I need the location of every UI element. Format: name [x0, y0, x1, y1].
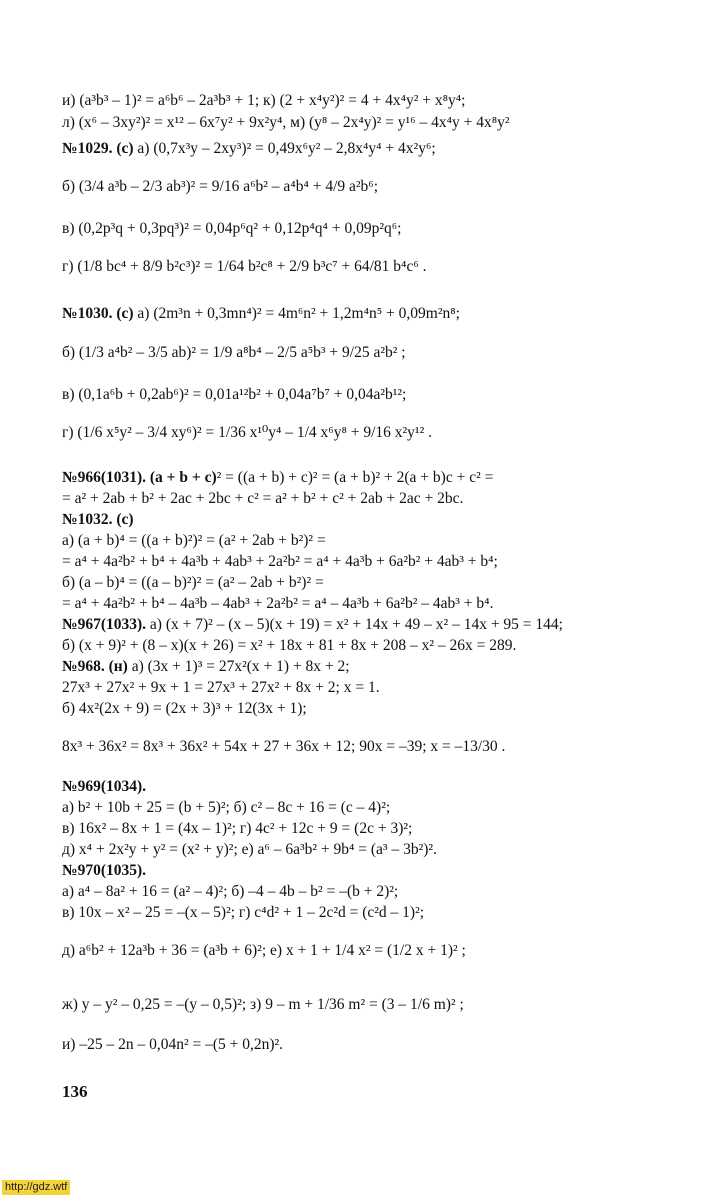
problem-967-heading: №967(1033). а) (x + 7)² – (x – 5)(x + 19) = x² + 14x + 49 – x² – 14x + 95 = 144;: [62, 616, 563, 633]
text-line: и) (a³b³ – 1)² = a⁶b⁶ – 2a³b³ + 1; к) (2 + x⁴y²)² = 4 + 4x⁴y² + x⁸y⁴;: [62, 92, 466, 109]
text-line: г) (1/8 bc⁴ + 8/9 b²c³)² = 1/64 b²c⁸ + 2/9 b³c⁷ + 64/81 b⁴c⁶ .: [62, 258, 427, 275]
text-line: в) 16x² – 8x + 1 = (4x – 1)²; г) 4c² + 12c + 9 = (2c + 3)²;: [62, 820, 413, 837]
text-line: б) (1/3 a⁴b² – 3/5 ab)² = 1/9 a⁸b⁴ – 2/5 a⁵b³ + 9/25 a²b² ;: [62, 344, 406, 361]
text-line: 8x³ + 36x² = 8x³ + 36x² + 54x + 27 + 36x + 12; 90x = –39; x = –13/30 .: [62, 738, 506, 755]
text-line: б) (3/4 a³b – 2/3 ab³)² = 9/16 a⁶b² – a⁴b⁴ + 4/9 a²b⁶;: [62, 178, 379, 195]
text-line: л) (x⁶ – 3xy²)² = x¹² – 6x⁷y² + 9x²y⁴, м) (y⁸ – 2x⁴y)² = y¹⁶ – 4x⁴y + 4x⁸y²: [62, 114, 510, 131]
problem-970-heading: №970(1035).: [62, 862, 147, 879]
text-line: и) –25 – 2n – 0,04n² = –(5 + 0,2n)².: [62, 1036, 284, 1053]
text-line: в) (0,2p³q + 0,3pq³)² = 0,04p⁶q² + 0,12p⁴q⁴ + 0,09p²q⁶;: [62, 220, 402, 237]
text-line: б) (x + 9)² + (8 – x)(x + 26) = x² + 18x + 81 + 8x + 208 – x² – 26x = 289.: [62, 637, 517, 654]
text-line: 27x³ + 27x² + 9x + 1 = 27x³ + 27x² + 8x + 2; x = 1.: [62, 679, 380, 696]
page-number: 136: [62, 1082, 88, 1101]
text-line: г) (1/6 x⁵y² – 3/4 xy⁶)² = 1/36 x¹⁰y⁴ – 1/4 x⁶y⁸ + 9/16 x²y¹² .: [62, 424, 432, 441]
problem-1030-heading: №1030. (с) а) (2m³n + 0,3mn⁴)² = 4m⁶n² + 1,2m⁴n⁵ + 0,09m²n⁸;: [62, 305, 460, 322]
text-line: д) a⁶b² + 12a³b + 36 = (a³b + 6)²; е) x + 1 + 1/4 x² = (1/2 x + 1)² ;: [62, 942, 466, 959]
text-line: а) b² + 10b + 25 = (b + 5)²; б) c² – 8c + 16 = (c – 4)²;: [62, 799, 391, 816]
watermark-link[interactable]: http://gdz.wtf: [2, 1180, 70, 1195]
problem-968-heading: №968. (н) а) (3x + 1)³ = 27x²(x + 1) + 8x + 2;: [62, 658, 350, 675]
text-line: ж) y – y² – 0,25 = –(y – 0,5)²; з) 9 – m + 1/36 m² = (3 – 1/6 m)² ;: [62, 996, 464, 1013]
text-line: б) (a – b)⁴ = ((a – b)²)² = (a² – 2ab + b²)² =: [62, 574, 324, 591]
text-line: а) (a + b)⁴ = ((a + b)²)² = (a² + 2ab + b²)² =: [62, 532, 326, 549]
problem-1029-heading: №1029. (с) а) (0,7x³y – 2xy³)² = 0,49x⁶y² – 2,8x⁴y⁴ + 4x²y⁶;: [62, 140, 436, 157]
text-line: а) a⁴ – 8a² + 16 = (a² – 4)²; б) –4 – 4b – b² = –(b + 2)²;: [62, 883, 399, 900]
text-line: б) 4x²(2x + 9) = (2x + 3)³ + 12(3x + 1);: [62, 700, 307, 717]
text-line: д) x⁴ + 2x²y + y² = (x² + y)²; е) a⁶ – 6a³b² + 9b⁴ = (a³ – 3b²)².: [62, 841, 437, 858]
text-line: в) 10x – x² – 25 = –(x – 5)²; г) c⁴d² + 1 – 2c²d = (c²d – 1)²;: [62, 904, 425, 921]
problem-1032-heading: №1032. (с): [62, 511, 134, 528]
text-line: = a⁴ + 4a²b² + b⁴ – 4a³b – 4ab³ + 2a²b² = a⁴ – 4a³b + 6a²b² – 4ab³ + b⁴.: [62, 595, 494, 612]
text-line: в) (0,1a⁶b + 0,2ab⁶)² = 0,01a¹²b² + 0,04a⁷b⁷ + 0,04a²b¹²;: [62, 386, 407, 403]
problem-969-heading: №969(1034).: [62, 778, 147, 795]
text-line: = a⁴ + 4a²b² + b⁴ + 4a³b + 4ab³ + 2a²b² = a⁴ + 4a³b + 6a²b² + 4ab³ + b⁴;: [62, 553, 498, 570]
text-line: = a² + 2ab + b² + 2ac + 2bc + c² = a² + b² + c² + 2ab + 2ac + 2bc.: [62, 490, 464, 507]
problem-966-heading: №966(1031). (a + b + c)² = ((a + b) + c)² = (a + b)² + 2(a + b)c + c² =: [62, 469, 494, 486]
